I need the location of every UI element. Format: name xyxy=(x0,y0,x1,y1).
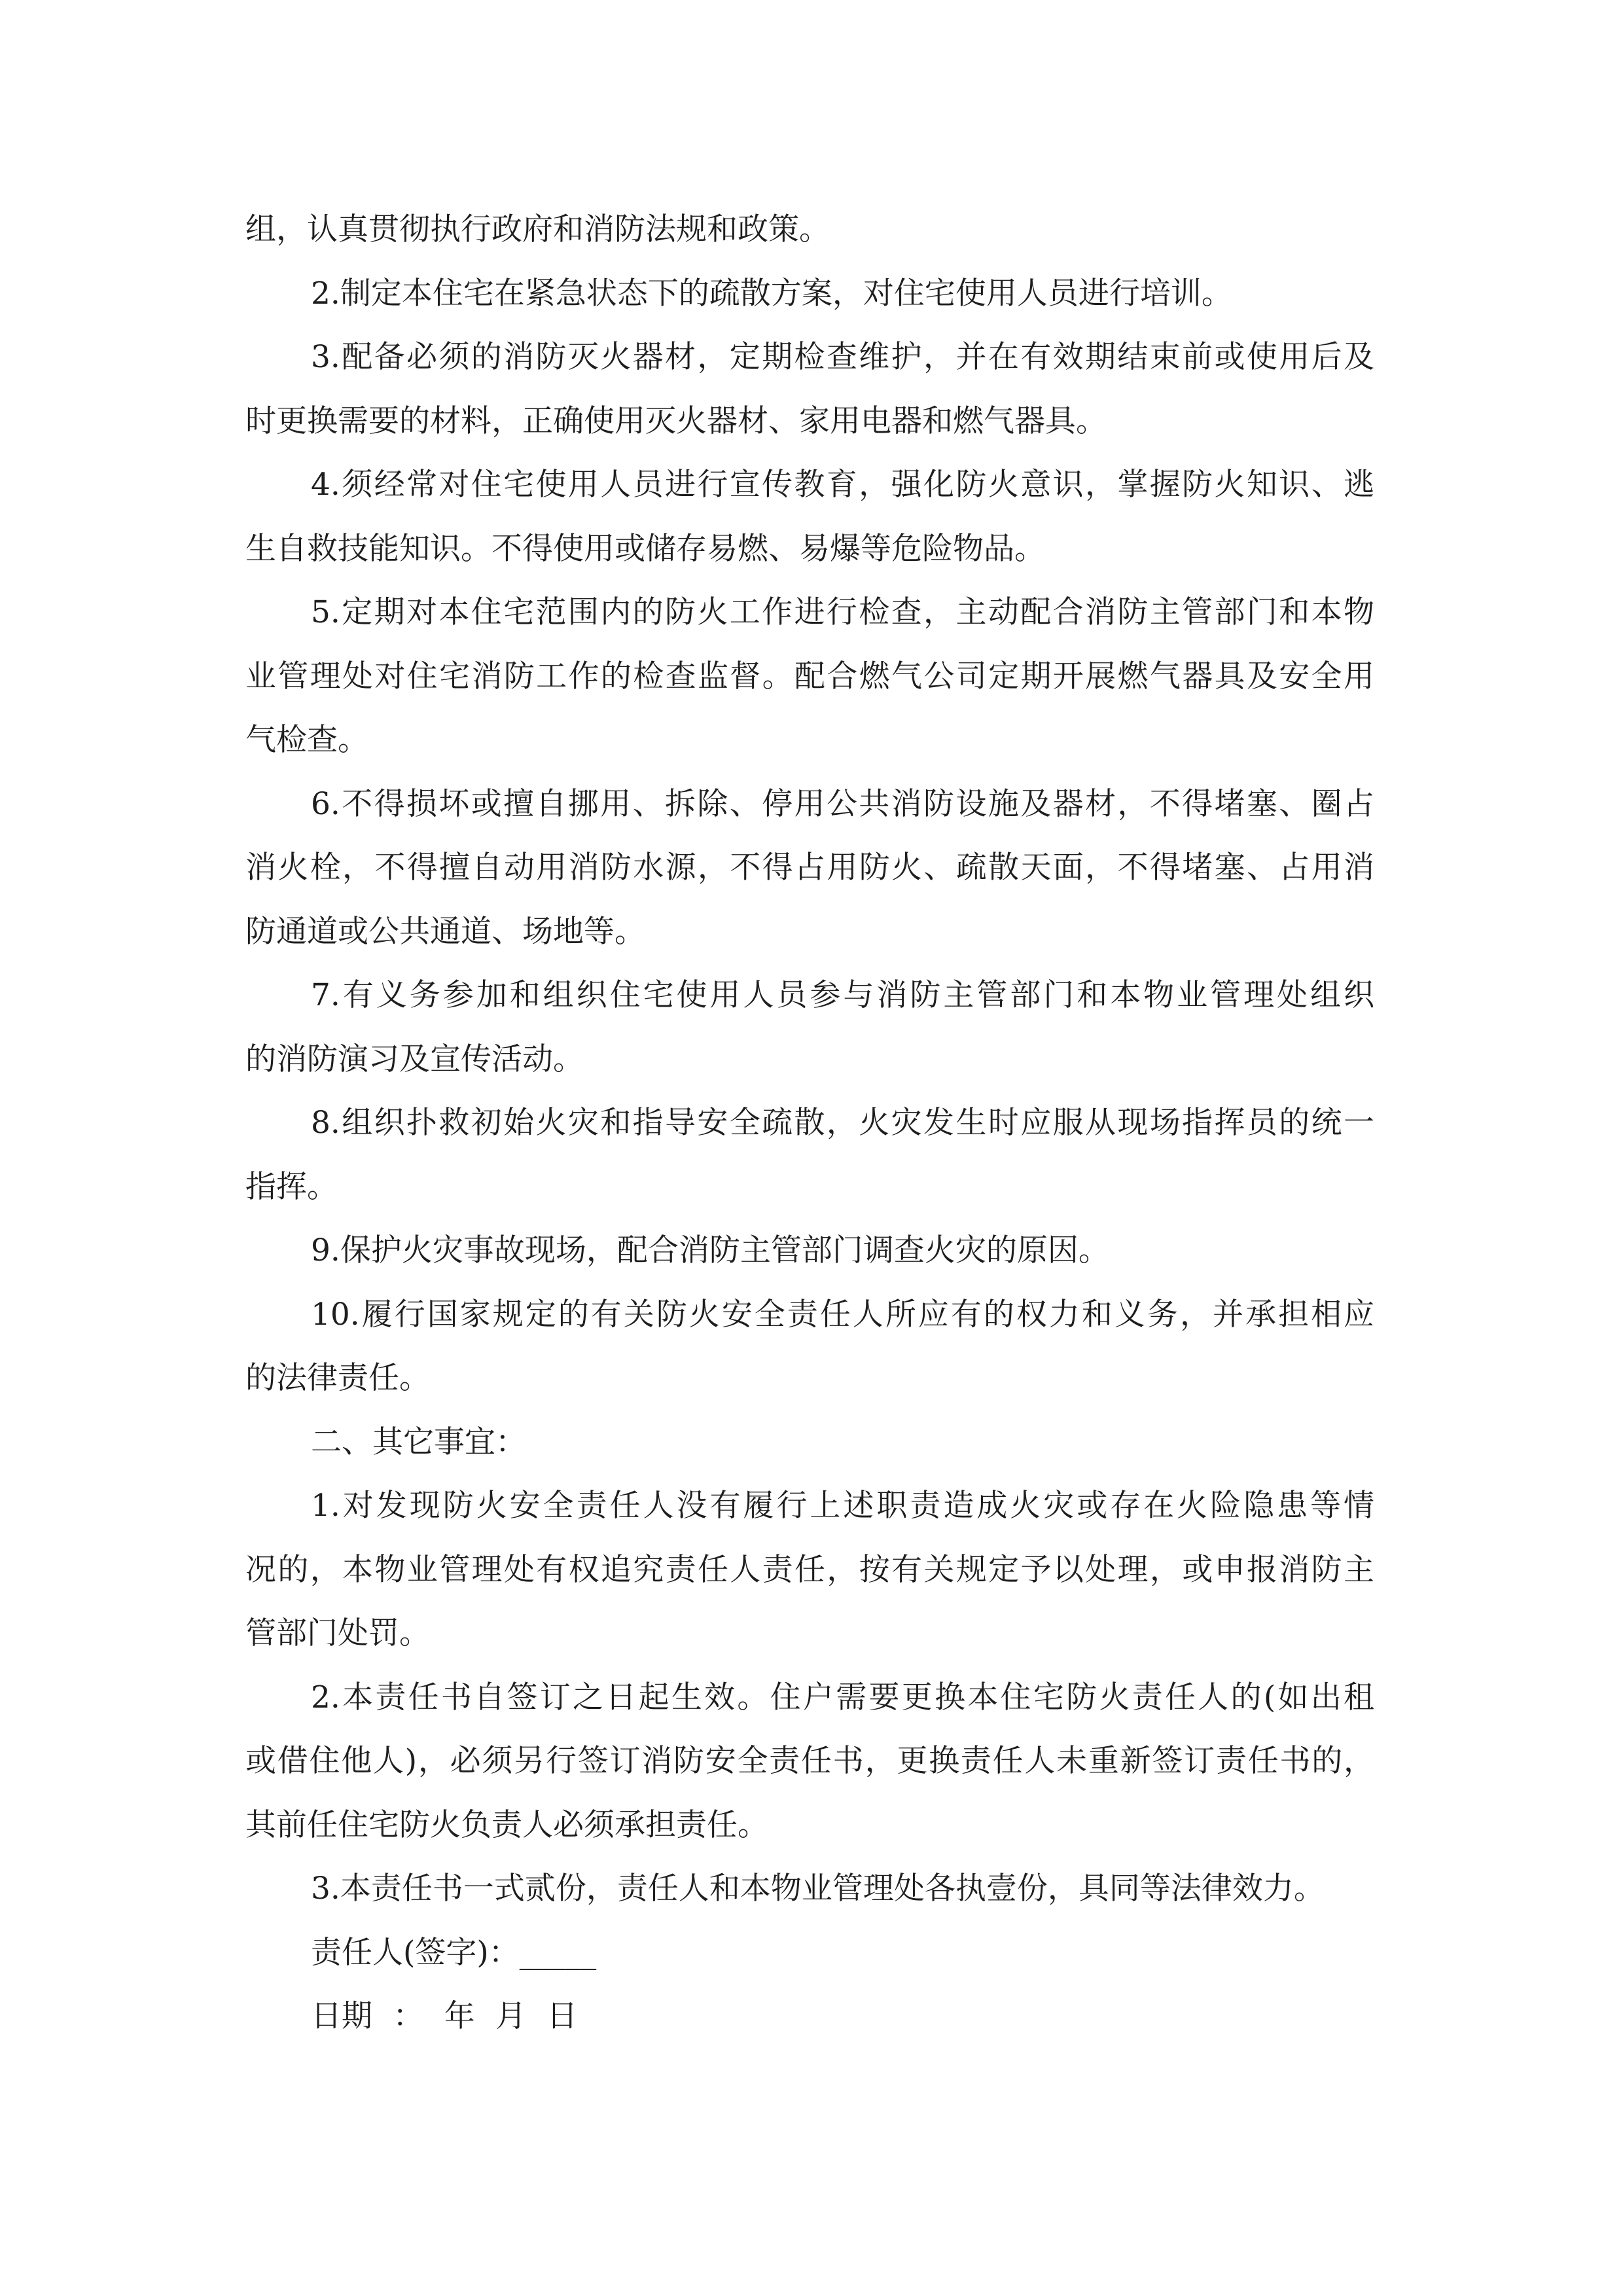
text-line: 7.有义务参加和组织住宅使用人员参与消防主管部门和本物业管理处组织 xyxy=(311,977,1374,1013)
text-line: 6.不得损坏或擅自挪用、拆除、停用公共消防设施及器材，不得堵塞、圈占 xyxy=(311,785,1374,822)
text-line: 5.定期对本住宅范围内的防火工作进行检查，主动配合消防主管部门和本物 xyxy=(311,594,1374,630)
text-line: 防通道或公共通道、场地等。 xyxy=(245,913,645,950)
paragraph xyxy=(245,1283,1374,1410)
text-line: 1.对发现防火安全责任人没有履行上述职责造成火灾或存在火险隐患等情 xyxy=(311,1488,1374,1524)
text-line: 消火栓，不得擅自动用消防水源，不得占用防火、疏散天面，不得堵塞、占用消 xyxy=(245,850,1374,886)
paragraph xyxy=(245,772,1374,964)
text-line: 2.制定本住宅在紧急状态下的疏散方案，对住宅使用人员进行培训。 xyxy=(311,275,1232,312)
text-line: 指挥。 xyxy=(245,1168,338,1205)
paragraph xyxy=(245,453,1374,581)
text-line: 的消防演习及宣传活动。 xyxy=(245,1041,584,1077)
signature-label: 责任人(签字)： xyxy=(311,1934,520,1971)
text-line: 二、其它事宜： xyxy=(311,1424,526,1460)
paragraph xyxy=(245,325,1374,453)
document-body xyxy=(245,198,1374,2049)
text-line: 组，认真贯彻执行政府和消防法规和政策。 xyxy=(245,211,830,247)
text-line: 气检查。 xyxy=(245,722,368,758)
text-line: 3.本责任书一式贰份，责任人和本物业管理处各执壹份，具同等法律效力。 xyxy=(311,1871,1325,1907)
text-line: 或借住他人)，必须另行签订消防安全责任书，更换责任人未重新签订责任书的， xyxy=(245,1743,1374,1779)
text-line: 4.须经常对住宅使用人员进行宣传教育，强化防火意识，掌握防火知识、逃 xyxy=(311,467,1374,503)
text-line: 管部门处罚。 xyxy=(245,1615,430,1651)
signature-blank: _____ xyxy=(519,1934,597,1971)
text-line: 其前任住宅防火负责人必须承担责任。 xyxy=(245,1806,768,1843)
text-line: 时更换需要的材料，正确使用灭火器材、家用电器和燃气器具。 xyxy=(245,403,1107,439)
text-line: 3.配备必须的消防灭火器材，定期检查维护，并在有效期结束前或使用后及 xyxy=(311,339,1374,375)
paragraph xyxy=(245,963,1374,1091)
paragraph xyxy=(245,1666,1374,1857)
paragraph xyxy=(245,1219,1374,1283)
text-line: 8.组织扑救初始火灾和指导安全疏散，火灾发生时应服从现场指挥员的统一 xyxy=(311,1105,1374,1141)
text-line: 生自救技能知识。不得使用或储存易燃、易爆等危险物品。 xyxy=(245,530,1045,567)
text-line: 9.保护火灾事故现场，配合消防主管部门调查火灾的原因。 xyxy=(311,1232,1109,1268)
paragraph xyxy=(245,198,1374,262)
paragraph xyxy=(245,581,1374,772)
text-line: 业管理处对住宅消防工作的检查监督。配合燃气公司定期开展燃气器具及安全用 xyxy=(245,658,1374,694)
text-line: 的法律责任。 xyxy=(245,1360,430,1396)
paragraph xyxy=(245,1474,1374,1666)
date-line xyxy=(245,1984,1374,2049)
section-heading xyxy=(245,1410,1374,1475)
text-line: 况的，本物业管理处有权追究责任人责任，按有关规定予以处理，或申报消防主 xyxy=(245,1551,1374,1588)
text-line: 10.履行国家规定的有关防火安全责任人所应有的权力和义务，并承担相应 xyxy=(311,1296,1374,1333)
date-text: 日期 ： 年 月 日 xyxy=(311,1998,578,2034)
paragraph xyxy=(245,1091,1374,1219)
paragraph xyxy=(245,1857,1374,1921)
text-line: 2.本责任书自签订之日起生效。住户需要更换本住宅防火责任人的(如出租 xyxy=(311,1679,1374,1715)
signature-line xyxy=(245,1921,1374,1985)
paragraph xyxy=(245,262,1374,326)
